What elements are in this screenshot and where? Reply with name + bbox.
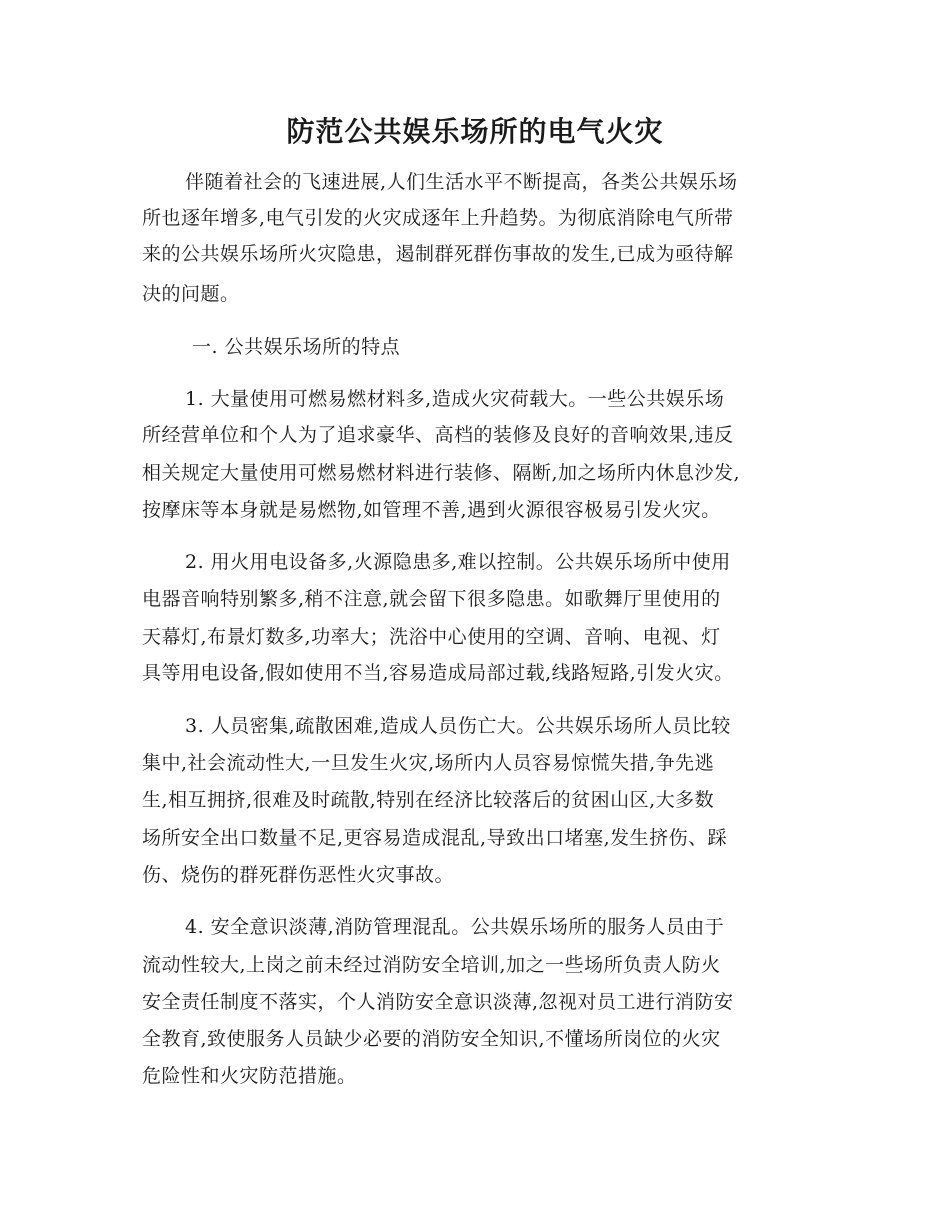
item3-line-5: 伤、烧伤的群死群伤恶性火灾事故。 bbox=[142, 864, 455, 886]
item4-line-5: 危险性和火灾防范措施。 bbox=[142, 1065, 357, 1087]
item2-line-3: 天幕灯,布景灯数多,功率大；洗浴中心使用的空调、音响、电视、灯 bbox=[142, 626, 721, 648]
item2-line-4: 具等用电设备,假如使用不当,容易造成局部过载,线路短路,引发火灾。 bbox=[142, 662, 734, 684]
intro-line-2: 所也逐年增多,电气引发的火灾成逐年上升趋势。为彻底消除电气所带 bbox=[142, 207, 734, 229]
item3-line-2: 集中,社会流动性大,一旦发生火灾,场所内人员容易惊慌失措,争先逃 bbox=[142, 752, 715, 774]
item1-line-2: 所经营单位和个人为了追求豪华、高档的装修及良好的音响效果,违反 bbox=[142, 424, 734, 446]
document-title: 防范公共娱乐场所的电气火灾 bbox=[286, 115, 664, 148]
item3-line-1: 3. 人员密集,疏散困难,造成人员伤亡大。公共娱乐场所人员比较 bbox=[185, 715, 731, 737]
item3-line-3: 生,相互拥挤,很难及时疏散,特别在经济比较落后的贫困山区,大多数 bbox=[142, 789, 715, 811]
item2-line-1: 2. 用火用电设备多,火源隐患多,难以控制。公共娱乐场所中使用 bbox=[185, 551, 731, 573]
item4-line-2: 流动性较大,上岗之前未经过消防安全培训,加之一些场所负责人防火 bbox=[142, 954, 721, 976]
item1-line-3: 相关规定大量使用可燃易燃材料进行装修、隔断,加之场所内休息沙发, bbox=[142, 462, 741, 484]
section-heading: 一. 公共娱乐场所的特点 bbox=[192, 336, 401, 358]
item1-line-1: 1. 大量使用可燃易燃材料多,造成火灾荷载大。一些公共娱乐场 bbox=[185, 388, 725, 410]
item2-line-2: 电器音响特别繁多,稍不注意,就会留下很多隐患。如歌舞厅里使用的 bbox=[142, 588, 721, 610]
item1-line-4: 按摩床等本身就是易燃物,如管理不善,遇到火源很容极易引发火灾。 bbox=[142, 499, 721, 521]
item4-line-1: 4. 安全意识淡薄,消防管理混乱。公共娱乐场所的服务人员由于 bbox=[185, 916, 725, 938]
item3-line-4: 场所安全出口数量不足,更容易造成混乱,导致出口堵塞,发生挤伤、踩 bbox=[142, 827, 728, 849]
item4-line-3: 安全责任制度不落实，个人消防安全意识淡薄,忽视对员工进行消防安 bbox=[142, 991, 734, 1013]
item4-line-4: 全教育,致使服务人员缺少必要的消防安全知识,不懂场所岗位的火灾 bbox=[142, 1028, 721, 1050]
intro-line-3: 来的公共娱乐场所火灾隐患，遏制群死群伤事故的发生,已成为亟待解 bbox=[142, 243, 734, 265]
intro-line-1: 伴随着社会的飞速进展,人们生活水平不断提高，各类公共娱乐场 bbox=[185, 171, 738, 193]
intro-line-4: 决的问题。 bbox=[142, 283, 240, 305]
